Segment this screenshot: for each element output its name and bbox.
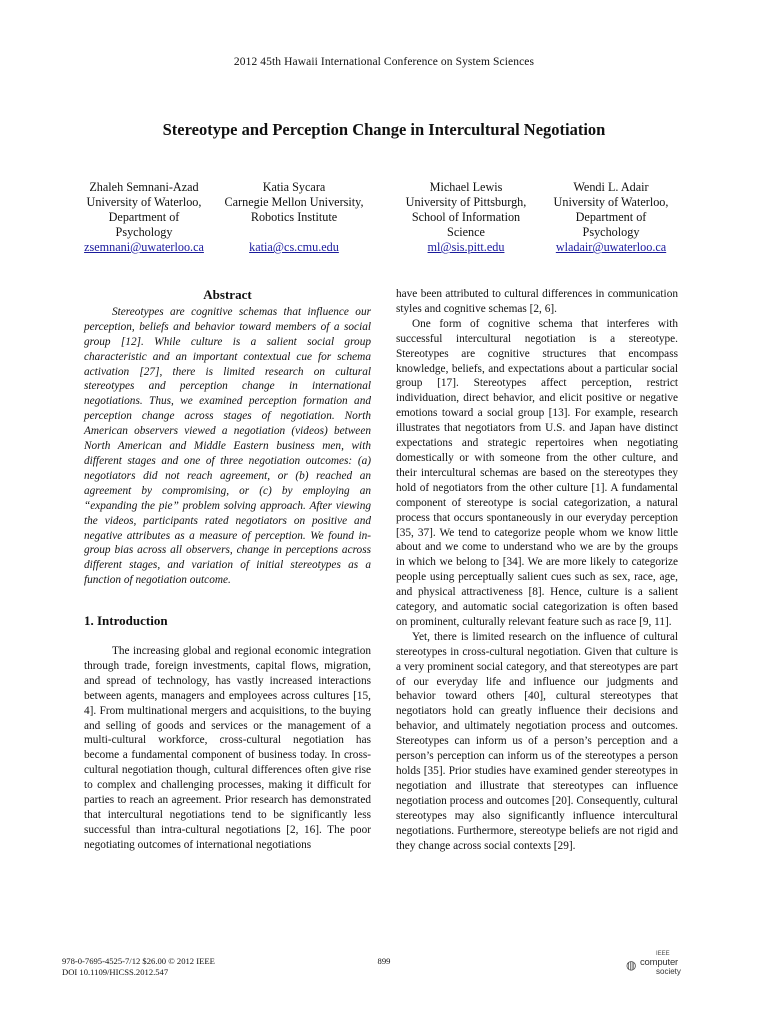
globe-icon: ◍: [626, 958, 637, 972]
paper-title: Stereotype and Perception Change in Intercultural Negotiation: [162, 120, 606, 139]
author-block-4: [540, 180, 682, 255]
body-paragraph: have been attributed to cultural differences in communication styles and cognitive schemas [2, 6].: [396, 288, 678, 315]
logo-ieee-text: IEEE: [656, 951, 670, 957]
author-block-1: [72, 180, 216, 255]
left-column: [84, 287, 371, 853]
logo-society-text: society: [656, 967, 681, 976]
conference-header: 2012 45th Hawaii International Conference on System Sciences: [233, 56, 535, 68]
author-name: Wendi L. Adair: [573, 180, 649, 194]
author-name: Michael Lewis: [429, 180, 503, 194]
author-name: Zhaleh Semnani-Azad: [89, 180, 199, 194]
ieee-computer-society-logo: [626, 951, 696, 977]
author-email-link[interactable]: katia@cs.cmu.edu: [249, 240, 339, 254]
intro-paragraph: The increasing global and regional economic integration through trade, foreign investments, capital flows, migration, and spread of technology, has vastly increased interactions between agents, managers and employees across cultures [15, 4]. From multinational mergers and acquisitions, to the buying and selling of goods and services or the management of a multi-cultural workforce, cross-cultural negotiation has become a fundamental component of business today. In cross-cultural negotiation though, cultural differences often give rise to complex and challenging processes, making it difficult for parties to reach an agreement. Prior research has demonstrated that intercultural negotiations tend to be significantly less successful than intra-cultural negotiations [2, 16]. The poor negotiating outcomes of international negotiations: [84, 645, 371, 851]
footer-isbn: 978-0-7695-4525-7/12 $26.00 © 2012 IEEE: [62, 956, 215, 966]
author-email-link[interactable]: zsemnani@uwaterloo.ca: [84, 240, 204, 254]
abstract-text: Stereotypes are cognitive schemas that influence our perception, beliefs and behavior toward members of a social group [12]. While culture is a salient social group characteristic and an important contextual cue for schema activation [27], there is limited research on cultural stereotypes and perception change in international negotiations. Thus, we examined perception formation and perception change across stages of negotiation. North American observers viewed a negotiation (videos) between North American and Middle Eastern business men, with different stages and one of three negotiation outcomes: (a) negotiators did not reach agreement, or (b) reached an agreement by compromising, or (c) by employing an “expanding the pie” problem solving approach. After viewing the videos, participants rated negotiators on positive and negative attributes as a measure of perception. We found in-group bias across all observers, change in perceptions across different stages, and variation of initial stereotypes as a function of negotiation outcome.: [84, 305, 371, 587]
author-affiliation: University of Waterloo,: [553, 195, 669, 209]
author-affiliation: Department of: [575, 210, 647, 224]
author-name: Katia Sycara: [262, 180, 326, 194]
author-affiliation: Psychology: [115, 225, 173, 239]
author-affiliation: Robotics Institute: [250, 210, 338, 224]
author-affiliation: School of Information: [411, 210, 521, 224]
logo-computer-text: computer: [640, 957, 679, 968]
introduction-heading: 1. Introduction: [84, 613, 168, 629]
author-affiliation: Psychology: [582, 225, 640, 239]
author-affiliation: Department of: [108, 210, 180, 224]
author-affiliation: University of Waterloo,: [86, 195, 202, 209]
author-email-link[interactable]: wladair@uwaterloo.ca: [555, 240, 667, 254]
author-block-2: [216, 180, 372, 255]
author-affiliation: University of Pittsburgh,: [405, 195, 527, 209]
abstract-heading: Abstract: [203, 287, 252, 302]
footer-doi: DOI 10.1109/HICSS.2012.547: [62, 967, 169, 977]
right-column: [396, 287, 678, 853]
page-number: 899: [377, 956, 391, 966]
author-affiliation: Science: [447, 225, 485, 239]
author-block-3: [394, 180, 538, 255]
body-paragraph: One form of cognitive schema that interferes with successful intercultural negotiation is a stereotype. Stereotypes are cognitive structures that encompass knowledge, beliefs, and expectations about a particular social group [17]. Stereotypes affect perception, restrict individuation, direct behavior, and elicit positive or negative emotions toward a social group [13]. For example, research illustrates that negotiators from U.S. and Japan have distinct expectations and strategic repertoires when negotiating domestically or with someone from the other culture, and their intercultural schemas are based on the stereotypes they hold of negotiators from the other culture [1]. A fundamental component of stereotype is social categorization, a natural process that occurs spontaneously in our everyday perception [35, 37]. We tend to categorize people whom we know little about and we come to understand who we are by the groups in which we belong to [34]. We are more likely to categorize people using perceptually salient cues such as sex, race, age, and physical attractiveness [8]. Hence, culture is a salient category, and automatic social categorization is often based on prominent, culturally relevant feature such as race [9, 11].: [396, 317, 678, 628]
author-affiliation: Carnegie Mellon University,: [224, 195, 364, 209]
body-paragraph: Yet, there is limited research on the influence of cultural stereotypes in cross-cultural negotiation. Given that culture is a very prominent social category, and that stereotypes are part of our everyday life and influence our judgments and behavior toward others [40], cultural stereotypes that negotiators hold can greatly influence their decisions and behavior, and ultimately negotiation process and outcomes. Stereotypes can inform us of a person’s perception and a person’s perception can inform us of the stereotypes a person holds [35]. Prior studies have examined gender stereotypes in negotiation and illustrate that stereotypes can influence negotiation process and outcomes [20]. Consequently, cultural stereotypes may also significantly influence intercultural negotiations. Furthermore, stereotype beliefs are not rigid and they change across social contexts [29].: [396, 630, 678, 852]
author-email-link[interactable]: ml@sis.pitt.edu: [427, 240, 505, 254]
